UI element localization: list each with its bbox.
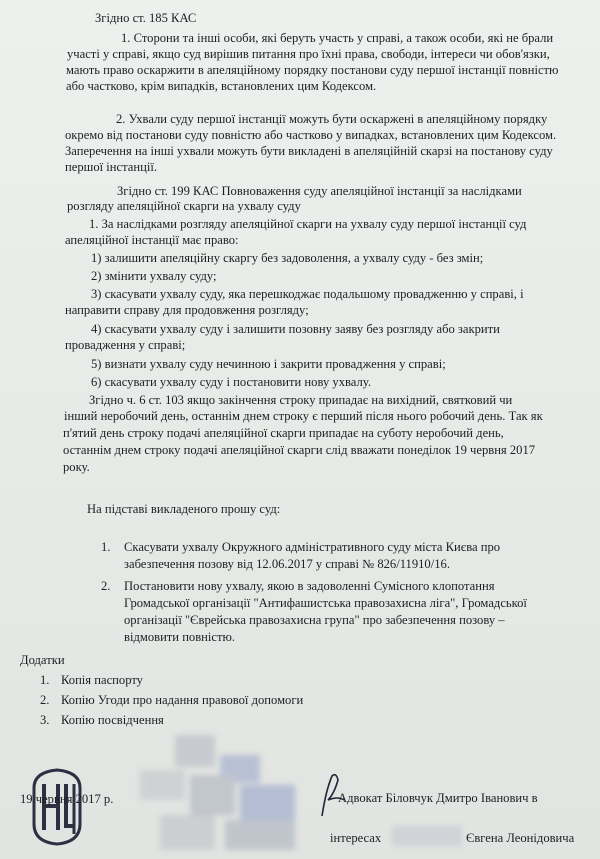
request-2-line-4: відмовити повністю. <box>124 630 236 644</box>
attachments-title: Додатки <box>20 653 65 667</box>
p5-line-1: Згідно ч. 6 ст. 103 якщо закінчення строку припадає на вихідний, святковий чи <box>89 393 513 407</box>
p5-line-5: року. <box>63 460 90 474</box>
attachment-3: Копію посвідчення <box>61 713 164 727</box>
attachment-3-number: 3. <box>40 713 50 727</box>
p5-line-3: п'ятий день строку подачі апеляційної скарги припадає на суботу неробочий день, <box>63 426 504 440</box>
p5-line-2: інший неробочий день, останнім днем строку є перший після нього робочий день. Так як <box>64 409 543 423</box>
right-item-4: 4) скасувати ухвалу суду і залишити позовну заяву без розгляду або закрити <box>91 322 500 336</box>
right-item-3: 3) скасувати ухвалу суду, яка перешкоджає подальшому провадженню у справі, і <box>91 287 524 301</box>
right-item-1: 1) залишити апеляційну скаргу без задоволення, а ухвалу суду - без змін; <box>91 251 484 265</box>
p2-line-2: окремо від постанови суду повністю або частково у випадках, встановлених цим Кодексом. <box>65 128 557 142</box>
p3-line-2: розгляду апеляційної скарги на ухвалу суду <box>67 199 301 213</box>
p3-line-1: Згідно ст. 199 КАС Повноваження суду апеляційної інстанції за наслідками <box>117 184 522 198</box>
document-date: 19 червня 2017 р. <box>20 792 114 806</box>
request-2-line-2: Громадської організації "Антифашистська правозахисна ліга", Громадської <box>124 596 527 610</box>
request-1-number: 1. <box>101 540 111 554</box>
p1-line-2: участі у справі, якщо суд вирішив питання про їхні права, свободи, інтереси чи обов'язки, <box>67 47 550 61</box>
heading-article-185: Згідно ст. 185 КАС <box>95 11 197 25</box>
right-item-5: 5) визнати ухвалу суду нечинною і закрити провадження у справі; <box>91 357 446 371</box>
signer-line-2-prefix: інтересах <box>330 831 382 845</box>
attachment-1-number: 1. <box>40 673 50 687</box>
request-2-number: 2. <box>101 579 111 593</box>
signer-line-2-name: Євгена Леонідовича <box>466 831 575 845</box>
p2-line-3: Заперечення на інші ухвали можуть бути викладені в апеляційній скарзі на постанову суду <box>65 144 553 158</box>
request-1-line-1: Скасувати ухвалу Окружного адміністративного суду міста Києва про <box>124 540 501 554</box>
p5-line-4: останнім днем строку подачі апеляційної скарги слід вважати понеділок 19 червня 2017 <box>63 443 536 457</box>
p4-line-2: апеляційної інстанції має право: <box>65 233 239 247</box>
attachment-2-number: 2. <box>40 693 50 707</box>
request-2-line-1: Постановити нову ухвалу, якою в задоволенні Сумісного клопотання <box>124 579 495 593</box>
request-1-line-2: забезпечення позову від 12.06.2017 у справі № 826/11910/16. <box>124 557 450 571</box>
redacted-name-blur <box>392 826 462 846</box>
request-2-line-3: організації "Єврейська правозахисна група" про забезпечення позову – <box>124 613 505 627</box>
signer-line-1: Адвокат Біловчук Дмитро Іванович в <box>338 791 538 805</box>
request-intro: На підставі викладеного прошу суд: <box>87 502 281 516</box>
p4-line-1: 1. За наслідками розгляду апеляційної скарги на ухвалу суду першої інстанції суд <box>89 217 527 231</box>
p1-line-4: або частково, крім випадків, встановлених цим Кодексом. <box>66 79 377 93</box>
p2-line-1: 2. Ухвали суду першої інстанції можуть бути оскаржені в апеляційному порядку <box>116 112 548 126</box>
attachment-1: Копія паспорту <box>61 673 143 687</box>
attachment-2: Копію Угоди про надання правової допомоги <box>61 693 304 707</box>
p2-line-4: першої інстанції. <box>65 160 157 174</box>
right-item-6: 6) скасувати ухвалу суду і постановити нову ухвалу. <box>91 375 371 389</box>
p1-line-1: 1. Сторони та інші особи, які беруть участь у справі, а також особи, які не брали <box>121 31 554 45</box>
right-item-4-cont: провадження у справі; <box>65 338 186 352</box>
right-item-3-cont: направити справу для продовження розгляду; <box>65 303 309 317</box>
redacted-blur <box>130 735 330 855</box>
right-item-2: 2) змінити ухвалу суду; <box>91 269 217 283</box>
p1-line-3: мають право оскаржити в апеляційному порядку постанови суду першої інстанції повністю <box>66 63 559 77</box>
